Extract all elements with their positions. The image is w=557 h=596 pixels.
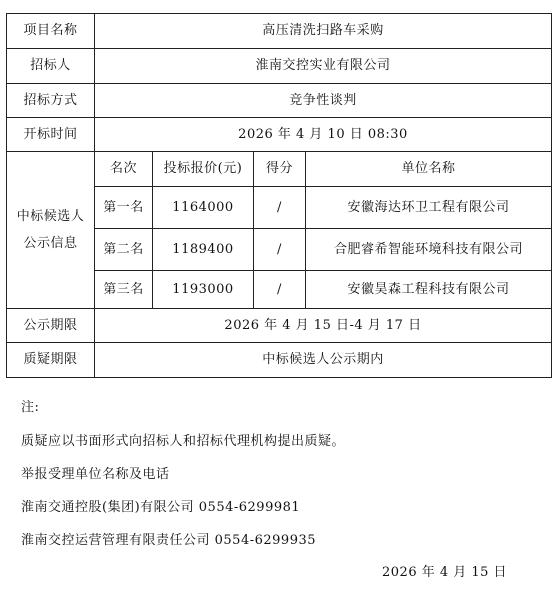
publicity-value: 2026 年 4 月 15 日-4 月 17 日 <box>95 309 552 343</box>
header-company: 单位名称 <box>306 152 552 187</box>
query-row <box>7 343 552 378</box>
tenderer-value: 淮南交控实业有限公司 <box>95 49 552 84</box>
price-cell: 1193000 <box>153 271 254 309</box>
notes-line-contact-1: 淮南交通控股(集团)有限公司 0554-6299981 <box>21 500 301 515</box>
method-label: 招标方式 <box>7 84 95 118</box>
project-row <box>7 14 552 49</box>
notes-title: 注: <box>21 400 40 415</box>
company-cell: 合肥睿希智能环境科技有限公司 <box>306 229 552 271</box>
open-time-row <box>7 118 552 152</box>
notes-line-objection: 质疑应以书面形式向招标人和招标代理机构提出质疑。 <box>21 434 346 449</box>
price-cell: 1189400 <box>153 229 254 271</box>
notes-line-report-heading: 举报受理单位名称及电话 <box>21 467 170 482</box>
tenderer-label: 招标人 <box>7 49 95 84</box>
method-value: 竞争性谈判 <box>95 84 552 118</box>
candidates-label <box>7 152 95 309</box>
publicity-row <box>7 309 552 343</box>
issue-date: 2026 年 4 月 15 日 <box>382 565 508 580</box>
candidate-header-row <box>7 152 552 187</box>
company-cell: 安徽昊森工程科技有限公司 <box>306 271 552 309</box>
rank-cell: 第一名 <box>95 187 153 229</box>
tenderer-row <box>7 49 552 84</box>
method-row <box>7 84 552 118</box>
project-value: 高压清洗扫路车采购 <box>95 14 552 49</box>
query-value: 中标候选人公示期内 <box>95 343 552 378</box>
score-cell: / <box>254 271 306 309</box>
notes-line-contact-2: 淮南交控运营管理有限责任公司 0554-6299935 <box>21 533 317 548</box>
open-time-label: 开标时间 <box>7 118 95 152</box>
price-cell: 1164000 <box>153 187 254 229</box>
publicity-label: 公示期限 <box>7 309 95 343</box>
header-score: 得分 <box>254 152 306 187</box>
company-cell: 安徽海达环卫工程有限公司 <box>306 187 552 229</box>
query-label: 质疑期限 <box>7 343 95 378</box>
bid-announcement-table <box>6 13 552 378</box>
open-time-value: 2026 年 4 月 10 日 08:30 <box>95 118 552 152</box>
rank-cell: 第二名 <box>95 229 153 271</box>
candidates-label-line2: 公示信息 <box>23 236 78 251</box>
candidates-label-line1: 中标候选人 <box>16 208 85 224</box>
project-label: 项目名称 <box>7 14 95 49</box>
header-price: 投标报价(元) <box>153 152 254 187</box>
header-rank: 名次 <box>95 152 153 187</box>
score-cell: / <box>254 187 306 229</box>
rank-cell: 第三名 <box>95 271 153 309</box>
score-cell: / <box>254 229 306 271</box>
